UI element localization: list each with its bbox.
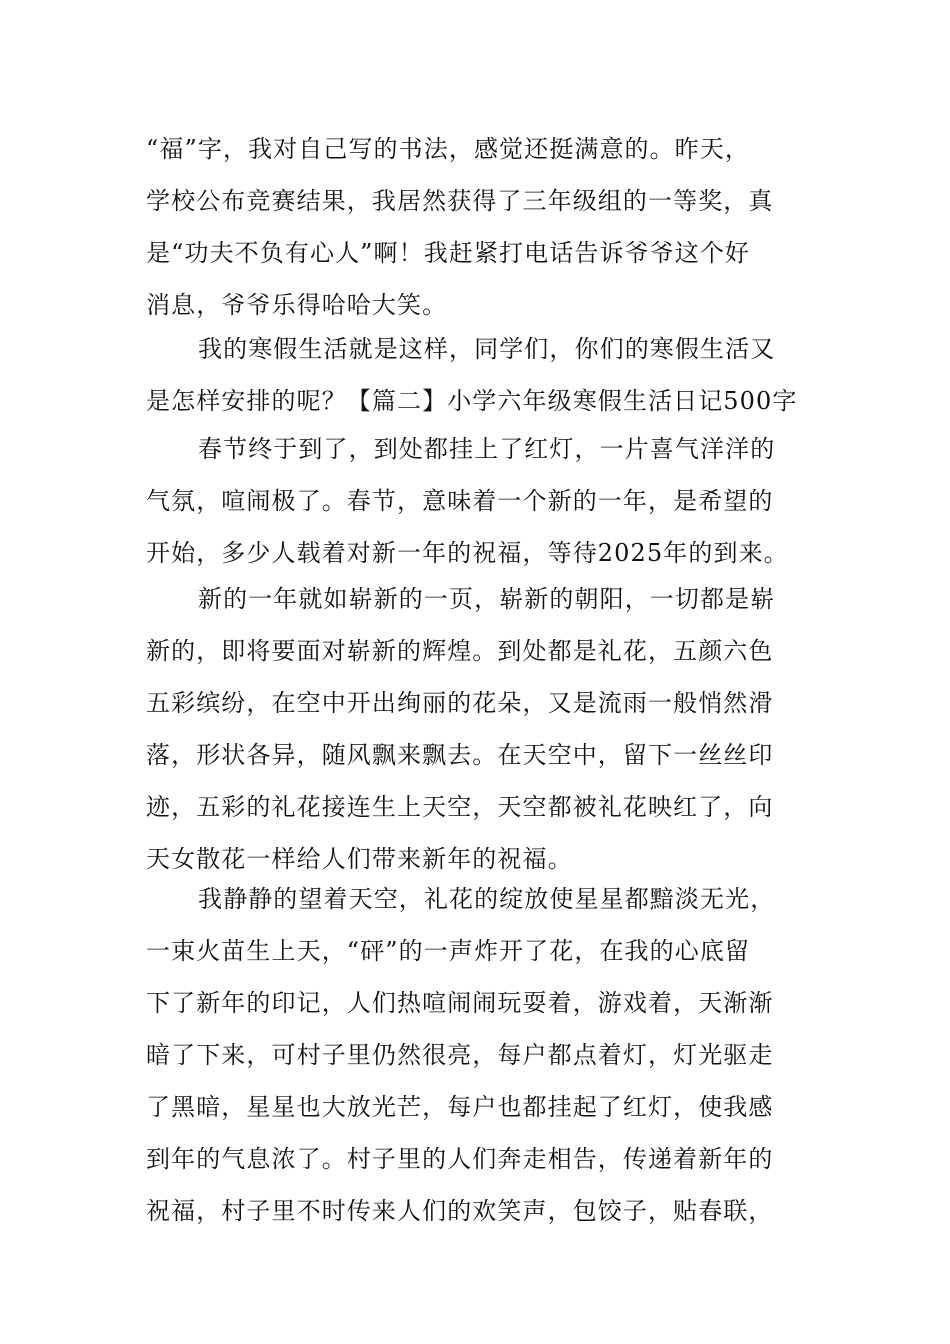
text-line: 消息，爷爷乐得哈哈大笑。: [146, 291, 448, 319]
paragraph-3: [146, 423, 806, 579]
text-line: 五彩缤纷，在空中开出绚丽的花朵，又是流雨一般悄然滑: [146, 689, 774, 717]
text-line: 我的寒假生活就是这样，同学们，你们的寒假生活又: [198, 335, 776, 363]
text-line: 暗了下来，可村子里仍然很亮，每户都点着灯，灯光驱走: [146, 1041, 774, 1069]
text-line: 天女散花一样给人们带来新年的祝福。: [146, 845, 573, 873]
paragraph-5: [146, 873, 806, 1237]
text-line: 新的，即将要面对崭新的辉煌。到处都是礼花，五颜六色: [146, 637, 774, 665]
text-line: 一束火苗生上天，“砰”的一声炸开了花，在我的心底留: [146, 937, 751, 965]
text-line: 祝福，村子里不时传来人们的欢笑声，包饺子，贴春联，: [146, 1197, 774, 1225]
text-line: 是怎样安排的呢？【篇二】小学六年级寒假生活日记500字: [146, 387, 798, 415]
text-line: 开始，多少人载着对新一年的祝福，等待2025年的到来。: [146, 539, 789, 567]
paragraph-4: [146, 573, 806, 885]
paragraph-1: [146, 123, 806, 331]
text-line: 新的一年就如崭新的一页，崭新的朝阳，一切都是崭: [198, 585, 776, 613]
text-line: 学校公布竞赛结果，我居然获得了三年级组的一等奖，真: [146, 187, 774, 215]
text-line: “福”字，我对自己写的书法，感觉还挺满意的。昨天，: [146, 135, 751, 163]
text-line: 到年的气息浓了。村子里的人们奔走相告，传递着新年的: [146, 1145, 774, 1173]
text-line: 迹，五彩的礼花接连生上天空，天空都被礼花映红了，向: [146, 793, 774, 821]
text-line: 春节终于到了，到处都挂上了红灯，一片喜气洋洋的: [198, 435, 776, 463]
paragraph-2: [146, 323, 806, 427]
text-line: 我静静的望着天空，礼花的绽放使星星都黯淡无光，: [198, 885, 776, 913]
text-line: 是“功夫不负有心人”啊！我赶紧打电话告诉爷爷这个好: [146, 239, 751, 267]
text-line: 下了新年的印记，人们热喧闹闹玩耍着，游戏着，天渐渐: [146, 989, 774, 1017]
text-line: 了黑暗，星星也大放光芒，每户也都挂起了红灯，使我感: [146, 1093, 774, 1121]
text-line: 气氛，喧闹极了。春节，意味着一个新的一年，是希望的: [146, 487, 774, 515]
text-line: 落，形状各异，随风飘来飘去。在天空中，留下一丝丝印: [146, 741, 774, 769]
